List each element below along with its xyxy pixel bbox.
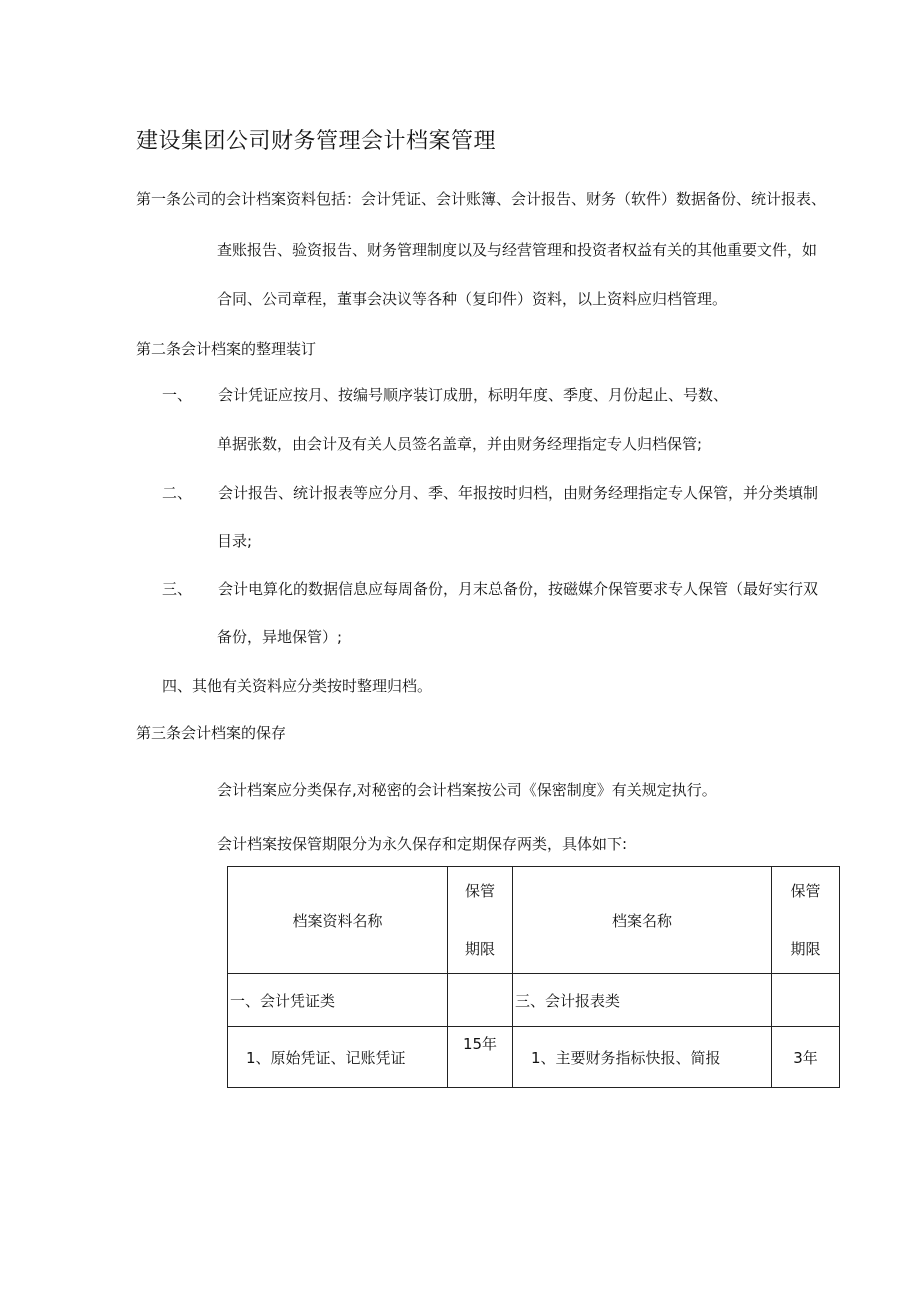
item2-line1: 会计报告、统计报表等应分月、季、年报按时归档，由财务经理指定专人保管，并分类填制: [218, 484, 819, 502]
category-left-cell: [228, 974, 448, 1027]
table-row: [228, 974, 840, 1027]
item3-line2: 备份，异地保管）;: [217, 628, 343, 646]
item1-line2: 单据张数，由会计及有关人员签名盖章，并由财务经理指定专人归档保管;: [217, 435, 703, 453]
article2-heading: 第二条会计档案的整理装订: [136, 340, 317, 358]
article1-line1: 第一条公司的会计档案资料包括：会计凭证、会计账簿、会计报告、财务（软件）数据备份、统计报表、: [136, 190, 827, 208]
item2-number: 二、: [162, 484, 193, 502]
header-right-period-line1: 保管: [790, 882, 821, 900]
table-row: [228, 1027, 840, 1088]
category-right-period-cell: [772, 974, 840, 1027]
header-left-period-line1: 保管: [464, 882, 495, 900]
item3-number: 三、: [162, 580, 193, 598]
header-right-period-line2: 期限: [790, 940, 821, 958]
category-left-period-cell: [448, 974, 513, 1027]
row1-left-period: 15年: [448, 1027, 513, 1088]
article3-heading: 第三条会计档案的保存: [136, 724, 287, 742]
item2-line2: 目录;: [217, 532, 253, 550]
document-title: 建设集团公司财务管理会计档案管理: [136, 129, 497, 154]
table-header-row: [228, 867, 840, 974]
item1-line1: 会计凭证应按月、按编号顺序装订成册，标明年度、季度、月份起止、号数、: [218, 386, 729, 404]
article3-para1: 会计档案应分类保存,对秘密的会计档案按公司《保密制度》有关规定执行。: [217, 781, 717, 799]
header-right-period: [772, 867, 840, 974]
item3-line1: 会计电算化的数据信息应每周备份，月末总备份，按磁媒介保管要求专人保管（最好实行双: [218, 580, 819, 598]
retention-table: [227, 866, 840, 1088]
article1-line2: 查账报告、验资报告、财务管理制度以及与经营管理和投资者权益有关的其他重要文件，如: [217, 241, 818, 259]
row1-left-name: 1、原始凭证、记账凭证: [228, 1027, 448, 1088]
article1-line3: 合同、公司章程，董事会决议等各种（复印件）资料，以上资料应归档管理。: [217, 290, 728, 308]
header-left-period-line2: 期限: [464, 940, 495, 958]
item1-number: 一、: [162, 386, 193, 404]
category-right-cell: [513, 974, 772, 1027]
item4-line: 四、其他有关资料应分类按时整理归档。: [162, 677, 433, 695]
row1-right-name: 1、主要财务指标快报、简报: [513, 1027, 772, 1088]
category-right-label: 三、会计报表类: [515, 991, 621, 1010]
header-right-name: 档案名称: [513, 867, 772, 974]
row1-right-period: 3年: [772, 1027, 840, 1088]
header-left-period: [448, 867, 513, 974]
category-left-label: 一、会计凭证类: [230, 991, 336, 1010]
header-left-name: 档案资料名称: [228, 867, 448, 974]
article3-para2: 会计档案按保管期限分为永久保存和定期保存两类，具体如下:: [217, 835, 628, 853]
